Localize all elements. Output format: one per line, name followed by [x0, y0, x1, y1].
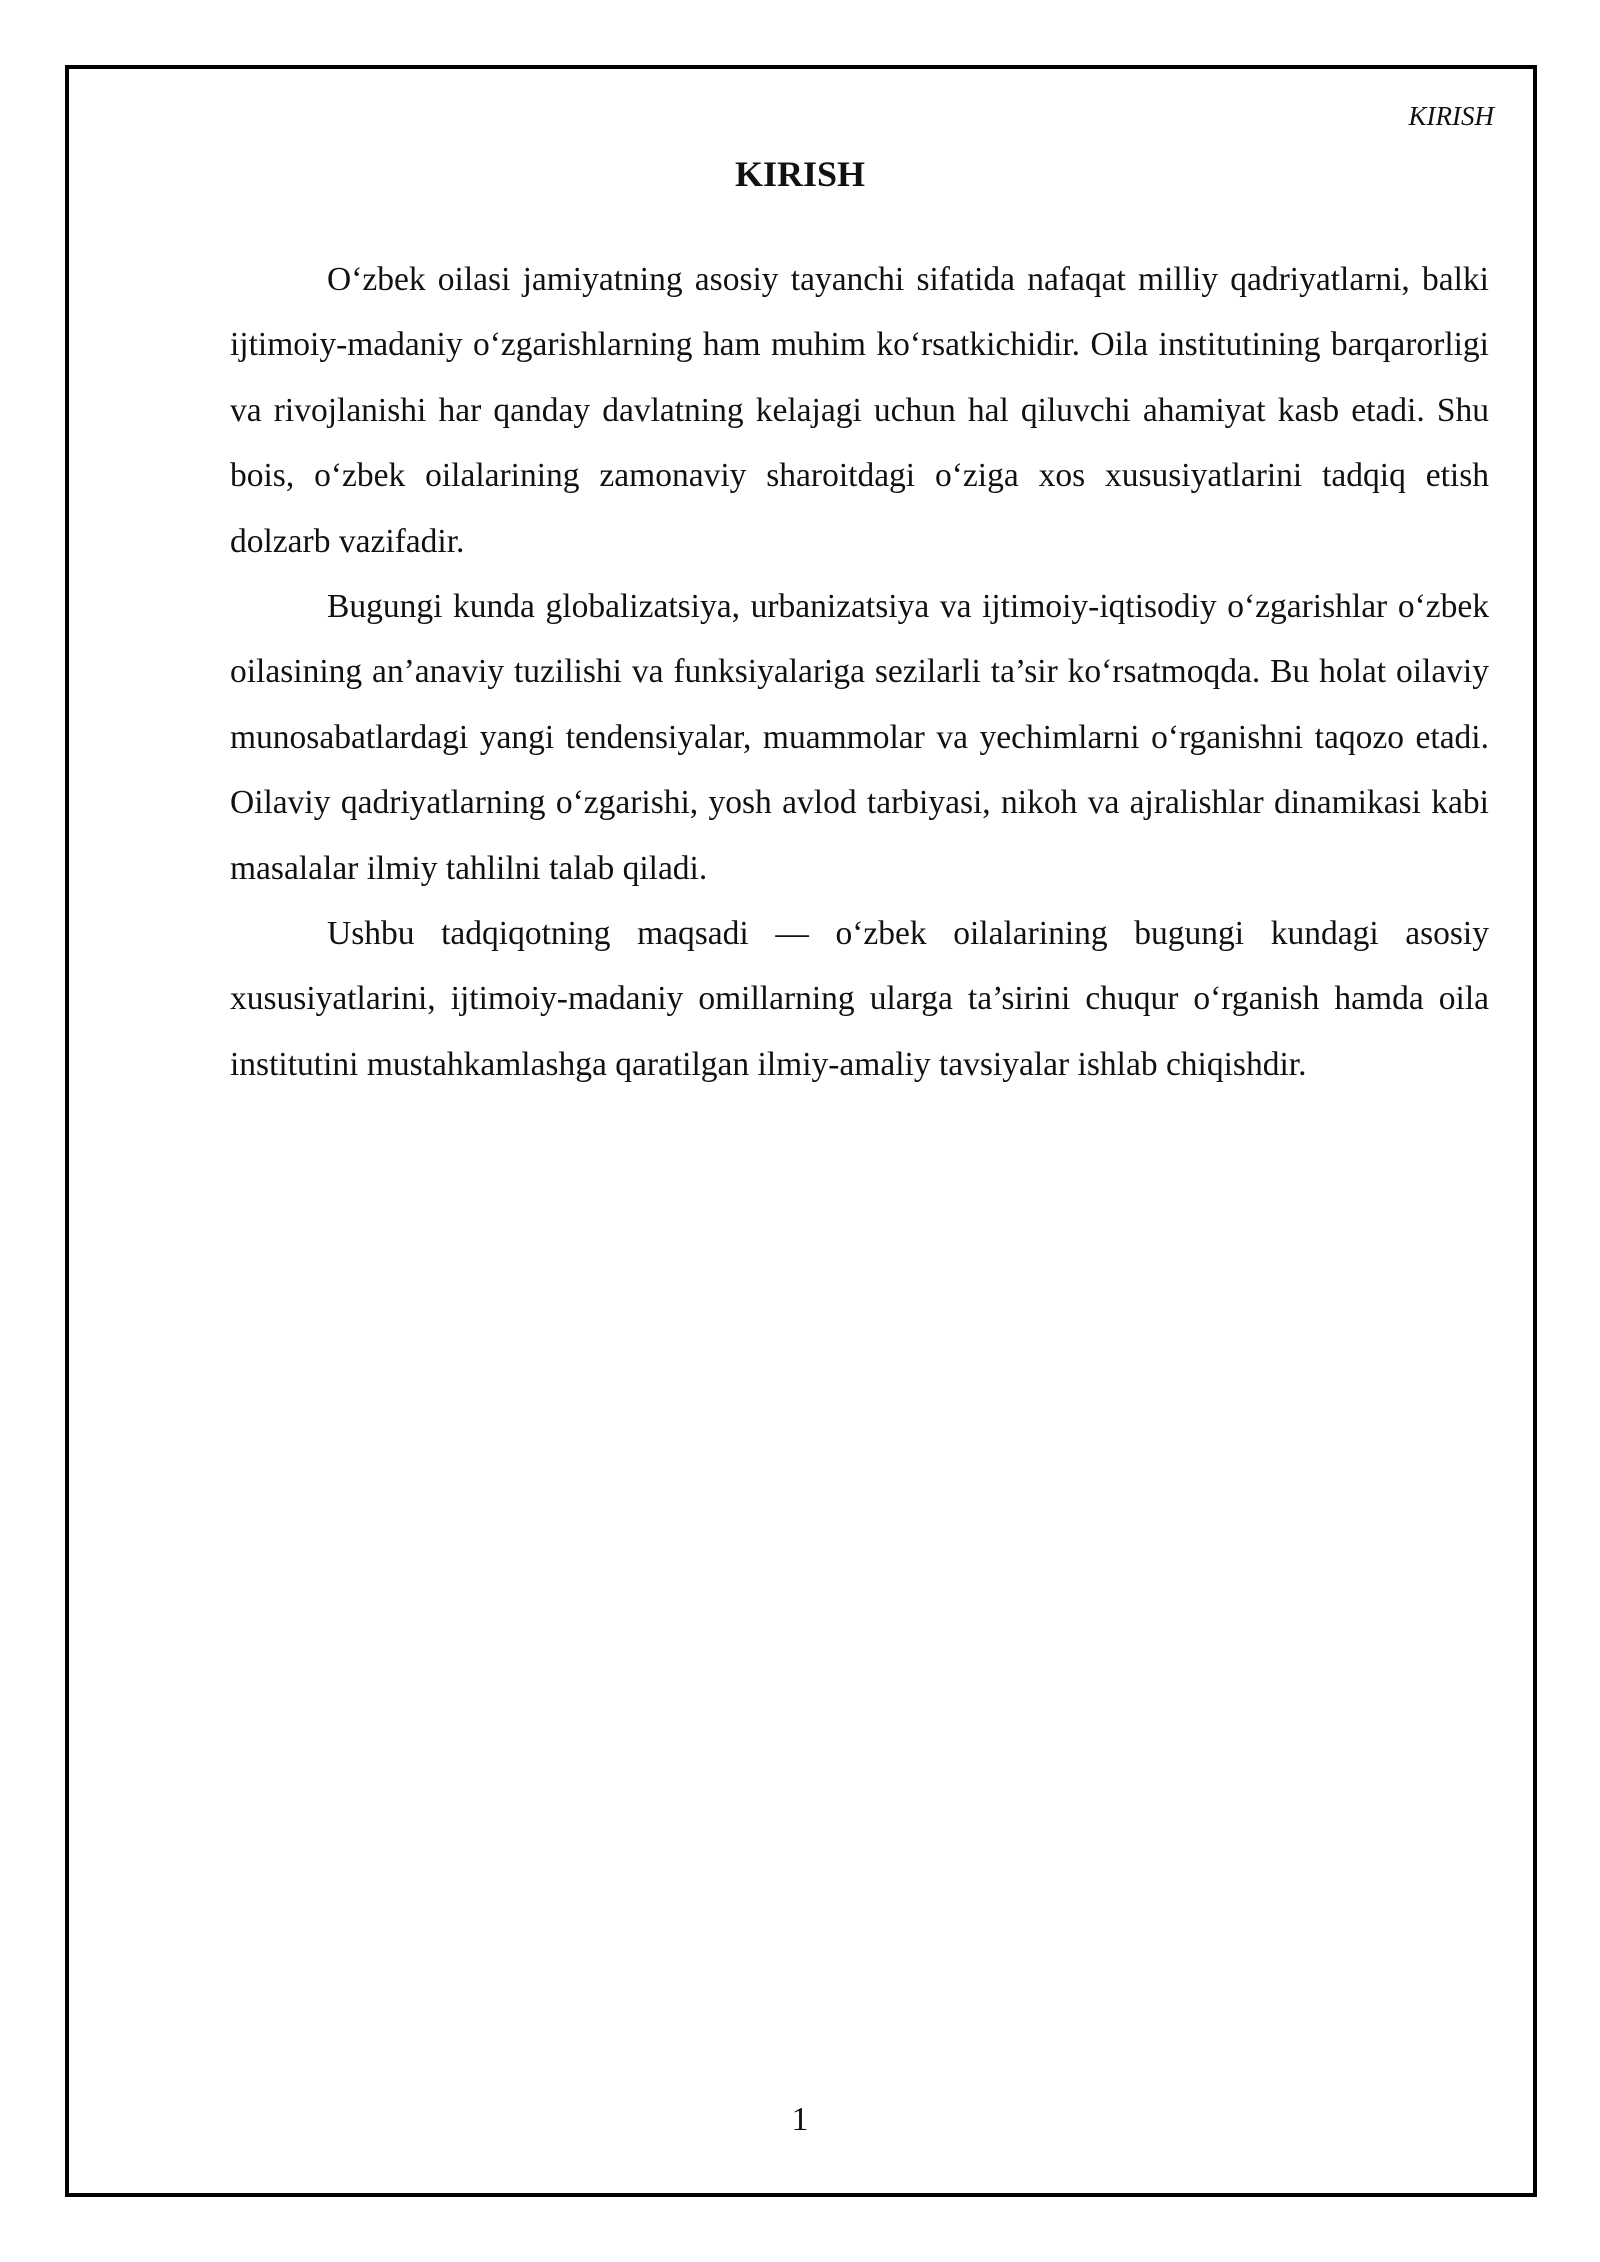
page-title: KIRISH [734, 154, 866, 194]
body-text [230, 247, 1489, 1097]
page-number: 1 [791, 2101, 809, 2138]
running-header: KIRISH [1408, 101, 1494, 131]
paragraph: Ushbu tadqiqotning maqsadi — o‘zbek oilalarining bugungi kundagi asosiy xususiyatlarini, ijtimoiy-madaniy omillarning ularga ta’sirini chuqur o‘rganish hamda oila institutini mustahkamlashga qaratilgan ilmiy-amaliy tavsiyalar ishlab chiqishdir. [230, 915, 1489, 1083]
paragraph: O‘zbek oilasi jamiyatning asosiy tayanchi sifatida nafaqat milliy qadriyatlarni, balki ijtimoiy-madaniy o‘zgarishlarning ham muhim ko‘rsatkichidir. Oila institutining barqarorligi va rivojlanishi har qanday davlatning kelajagi uchun hal qiluvchi ahamiyat kasb etadi. Shu bois, o‘zbek oilalarining zamonaviy sharoitdagi o‘ziga xos xususiyatlarini tadqiq etish dolzarb vazifadir. [230, 261, 1489, 560]
paragraph: Bugungi kunda globalizatsiya, urbanizatsiya va ijtimoiy-iqtisodiy o‘zgarishlar o‘zbek oilasining an’anaviy tuzilishi va funksiyalariga sezilarli ta’sir ko‘rsatmoqda. Bu holat oilaviy munosabatlardagi yangi tendensiyalar, muammolar va yechimlarni o‘rganishni taqozo etadi. Oilaviy qadriyatlarning o‘zgarishi, yosh avlod tarbiyasi, nikoh va ajralishlar dinamikasi kabi masalalar ilmiy tahlilni talab qiladi. [230, 588, 1489, 887]
